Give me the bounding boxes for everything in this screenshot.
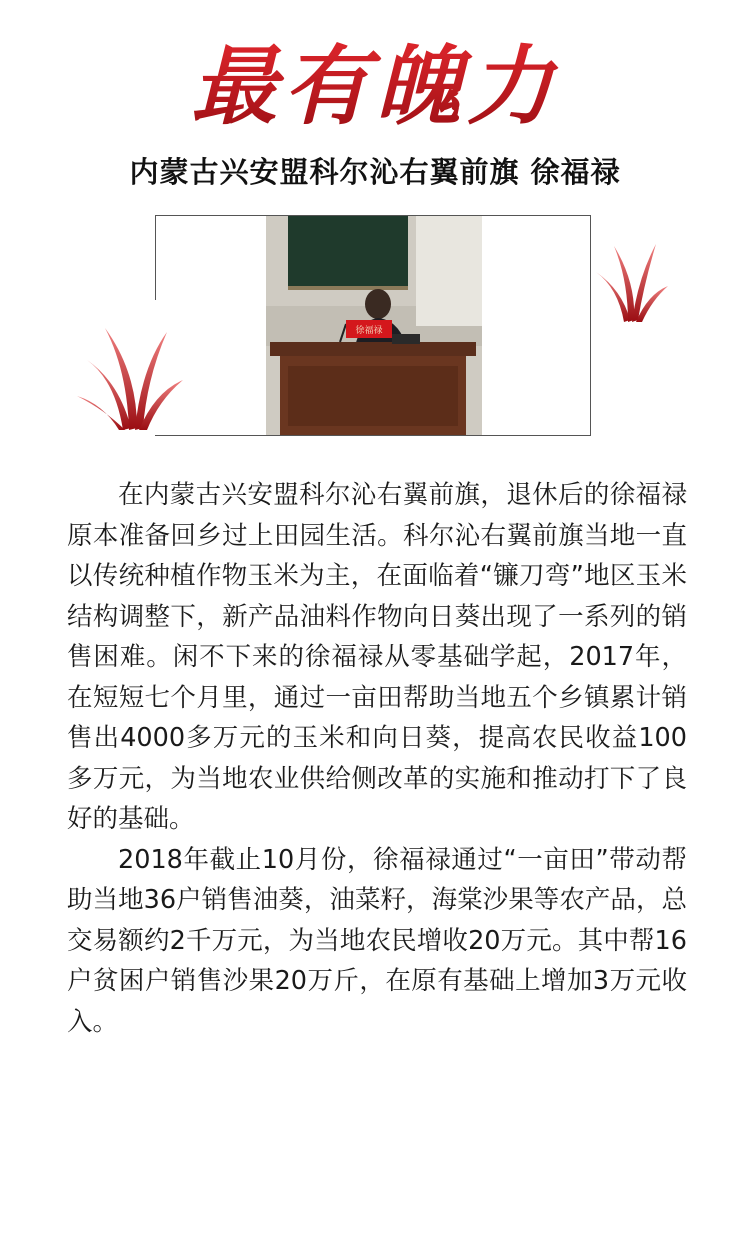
headline-calligraphy [165, 28, 585, 138]
speaker-photo [266, 216, 482, 435]
speaker-photo-illustration [266, 216, 482, 435]
grass-right-icon [590, 236, 670, 326]
article-paragraph-1: 在内蒙古兴安盟科尔沁右翼前旗，退休后的徐福禄原本准备回乡过上田园生活。科尔沁右翼前旗当地一直以传统种植作物玉米为主，在面临着“镰刀弯”地区玉米结构调整下，新产品油料作物向日葵出现了一系列的销售困难。闲不下来的徐福禄从零基础学起，2017年，在短短七个月里，通过一亩田帮助当地五个乡镇累计销售出4000多万元的玉米和向日葵，提高农民收益100多万元，为当地农业供给侧改革的实施和推动打下了良好的基础。 [67, 480, 687, 834]
subtitle: 内蒙古兴安盟科尔沁右翼前旗 徐福禄 [129, 155, 621, 189]
grass-decoration-right [590, 236, 670, 326]
grass-decoration-left [75, 300, 190, 435]
headline [0, 28, 750, 138]
article-body [67, 475, 687, 1042]
nameplate-text: 徐福禄 [355, 326, 383, 336]
grass-left-icon [75, 300, 190, 435]
headline-title: 最有魄力 [191, 36, 559, 137]
article-paragraph-2: 2018年截止10月份，徐福禄通过“一亩田”带动帮助当地36户销售油葵，油菜籽，海棠沙果等农产品，总交易额约2千万元，为当地农民增收20万元。其中帮16户贫困户销售沙果20万斤，在原有基础上增加3万元收入。 [67, 844, 687, 1037]
